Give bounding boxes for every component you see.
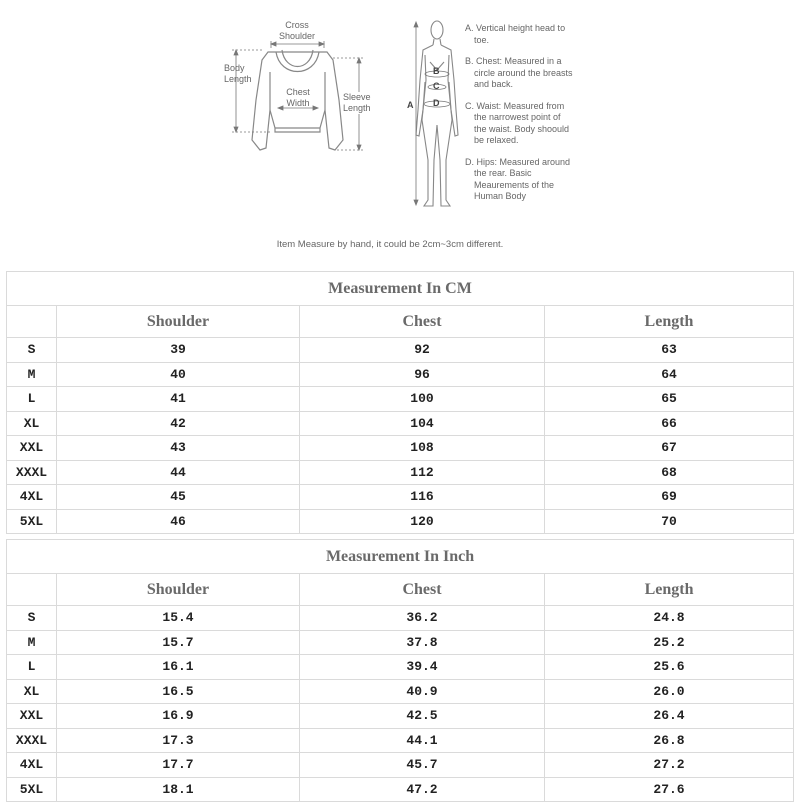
body-length-label: Body Length xyxy=(224,63,252,84)
cm-cell-chest: 92 xyxy=(300,338,545,363)
inch-cell-chest: 39.4 xyxy=(300,655,545,680)
inch-cell-size: XXXL xyxy=(7,728,57,753)
inch-cell-shoulder: 17.3 xyxy=(57,728,300,753)
note-b: B. Chest: Measured in a circle around the breasts and back. xyxy=(465,56,573,89)
cm-cell-length: 63 xyxy=(545,338,794,363)
cm-cell-shoulder: 40 xyxy=(57,362,300,387)
inch-table-row xyxy=(7,753,794,778)
cm-table-row xyxy=(7,411,794,436)
inch-table-row xyxy=(7,655,794,680)
inch-cell-length: 25.6 xyxy=(545,655,794,680)
inch-cell-length: 26.4 xyxy=(545,704,794,729)
cm-cell-chest: 108 xyxy=(300,436,545,461)
cm-cell-shoulder: 39 xyxy=(57,338,300,363)
cm-cell-chest: 96 xyxy=(300,362,545,387)
cm-header-size xyxy=(7,306,57,338)
cm-header-length: Length xyxy=(545,306,794,338)
cm-cell-length: 67 xyxy=(545,436,794,461)
figure-letter-c: C xyxy=(433,81,440,91)
cm-cell-chest: 112 xyxy=(300,460,545,485)
inch-table-row xyxy=(7,630,794,655)
measurement-notes xyxy=(465,23,575,203)
cm-table-row xyxy=(7,387,794,412)
cm-cell-length: 64 xyxy=(545,362,794,387)
inch-cell-length: 26.8 xyxy=(545,728,794,753)
figure-letter-b: B xyxy=(433,66,440,76)
inch-cell-chest: 37.8 xyxy=(300,630,545,655)
cm-table-row xyxy=(7,460,794,485)
inch-header-chest: Chest xyxy=(300,574,545,606)
cm-cell-shoulder: 43 xyxy=(57,436,300,461)
inch-cell-size: S xyxy=(7,606,57,631)
note-a: A. Vertical height head to toe. xyxy=(465,23,566,45)
inch-cell-shoulder: 15.4 xyxy=(57,606,300,631)
cm-cell-shoulder: 41 xyxy=(57,387,300,412)
inch-cell-shoulder: 16.5 xyxy=(57,679,300,704)
inch-cell-size: 5XL xyxy=(7,777,57,802)
inch-header-size xyxy=(7,574,57,606)
inch-cell-shoulder: 18.1 xyxy=(57,777,300,802)
cm-cell-shoulder: 46 xyxy=(57,509,300,534)
cm-cell-chest: 120 xyxy=(300,509,545,534)
inch-table-row xyxy=(7,704,794,729)
inch-table-title: Measurement In Inch xyxy=(7,540,794,574)
inch-table-row xyxy=(7,606,794,631)
inch-cell-length: 27.6 xyxy=(545,777,794,802)
cm-cell-length: 70 xyxy=(545,509,794,534)
cm-cell-size: XXXL xyxy=(7,460,57,485)
inch-cell-length: 25.2 xyxy=(545,630,794,655)
cm-cell-shoulder: 44 xyxy=(57,460,300,485)
cm-cell-length: 68 xyxy=(545,460,794,485)
inch-cell-chest: 42.5 xyxy=(300,704,545,729)
inch-size-table xyxy=(6,539,794,802)
cm-cell-size: 5XL xyxy=(7,509,57,534)
inch-table-row xyxy=(7,679,794,704)
inch-cell-length: 26.0 xyxy=(545,679,794,704)
inch-cell-shoulder: 16.9 xyxy=(57,704,300,729)
cm-size-table xyxy=(6,271,794,534)
human-figure xyxy=(416,21,458,206)
cross-shoulder-label: Cross Shoulder xyxy=(278,20,316,41)
inch-cell-size: XL xyxy=(7,679,57,704)
note-c: C. Waist: Measured from the narrowest point of the waist. Body shoould be relaxed. xyxy=(465,100,570,145)
cm-cell-size: S xyxy=(7,338,57,363)
inch-header-length: Length xyxy=(545,574,794,606)
figure-letter-d: D xyxy=(433,98,440,108)
inch-cell-chest: 47.2 xyxy=(300,777,545,802)
cm-cell-length: 69 xyxy=(545,485,794,510)
inch-cell-chest: 44.1 xyxy=(300,728,545,753)
figure-letter-a: A xyxy=(407,100,414,110)
measurement-diagram xyxy=(0,0,808,262)
figure-measure-lines xyxy=(414,22,450,205)
diagram-illustration xyxy=(0,0,808,262)
cm-header-chest: Chest xyxy=(300,306,545,338)
cm-cell-chest: 100 xyxy=(300,387,545,412)
note-d: D. Hips: Measured around the rear. Basic Meaurements of the Human Body xyxy=(465,156,571,201)
inch-table-row xyxy=(7,728,794,753)
inch-cell-shoulder: 17.7 xyxy=(57,753,300,778)
sleeve-length-label: Sleeve Length xyxy=(343,92,379,114)
cm-cell-shoulder: 42 xyxy=(57,411,300,436)
inch-cell-length: 24.8 xyxy=(545,606,794,631)
cm-cell-size: XL xyxy=(7,411,57,436)
cm-table-row xyxy=(7,338,794,363)
inch-cell-shoulder: 15.7 xyxy=(57,630,300,655)
inch-table-row xyxy=(7,777,794,802)
cm-cell-size: L xyxy=(7,387,57,412)
cm-cell-length: 66 xyxy=(545,411,794,436)
inch-cell-size: XXL xyxy=(7,704,57,729)
cm-table-row xyxy=(7,362,794,387)
cm-cell-size: 4XL xyxy=(7,485,57,510)
cm-cell-shoulder: 45 xyxy=(57,485,300,510)
cm-cell-chest: 116 xyxy=(300,485,545,510)
cm-table-row xyxy=(7,436,794,461)
inch-cell-shoulder: 16.1 xyxy=(57,655,300,680)
inch-cell-size: M xyxy=(7,630,57,655)
cm-table-title: Measurement In CM xyxy=(7,272,794,306)
measure-caption: Item Measure by hand, it could be 2cm~3cm different. xyxy=(276,239,504,250)
cm-cell-length: 65 xyxy=(545,387,794,412)
inch-cell-chest: 36.2 xyxy=(300,606,545,631)
cm-table-row xyxy=(7,485,794,510)
inch-cell-chest: 40.9 xyxy=(300,679,545,704)
cm-cell-chest: 104 xyxy=(300,411,545,436)
inch-header-shoulder: Shoulder xyxy=(57,574,300,606)
inch-cell-size: 4XL xyxy=(7,753,57,778)
cm-cell-size: XXL xyxy=(7,436,57,461)
inch-cell-length: 27.2 xyxy=(545,753,794,778)
chest-width-label: Chest Width xyxy=(286,87,310,108)
cm-header-shoulder: Shoulder xyxy=(57,306,300,338)
inch-cell-chest: 45.7 xyxy=(300,753,545,778)
inch-cell-size: L xyxy=(7,655,57,680)
cm-cell-size: M xyxy=(7,362,57,387)
cm-table-row xyxy=(7,509,794,534)
